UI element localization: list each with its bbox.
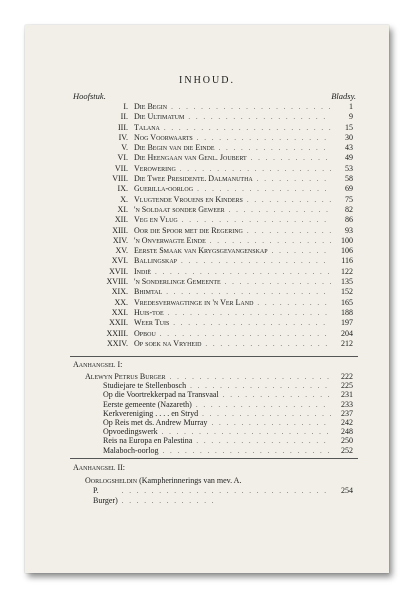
chapter-title: Die Twee Presidente. Dalmanutha bbox=[134, 174, 253, 184]
chapter-page: 86 bbox=[345, 215, 353, 225]
chapter-number: XX. bbox=[114, 297, 128, 307]
chapter-title: Talana bbox=[134, 122, 160, 132]
leader-dots bbox=[243, 195, 331, 205]
chapter-page: 152 bbox=[341, 287, 353, 297]
divider-rule bbox=[70, 458, 358, 459]
toc-row bbox=[73, 102, 353, 112]
chapter-page: 116 bbox=[341, 256, 353, 266]
chapter-number: XXII. bbox=[109, 318, 128, 328]
chapter-title: Veg en Vlug bbox=[134, 215, 178, 225]
chapter-page: 212 bbox=[341, 338, 353, 348]
chapter-number: XXIV. bbox=[107, 338, 128, 348]
toc-row bbox=[73, 184, 353, 194]
appendix-2-title-line2: P. Burger) bbox=[93, 486, 118, 505]
appendix-1-item-title: Studiejare te Stellenbosch bbox=[103, 381, 187, 391]
leader-dots bbox=[201, 339, 331, 349]
appendix-1-item-title: Opvoedingswerk bbox=[103, 427, 158, 437]
chapter-number: XXI. bbox=[111, 307, 128, 317]
toc-row bbox=[73, 153, 353, 163]
chapter-number: VIII. bbox=[112, 174, 128, 184]
appendix-1-item-title: Op die Voortrekkerpad na Transvaal bbox=[103, 390, 219, 400]
toc-row bbox=[73, 143, 353, 153]
toc-row bbox=[73, 205, 353, 215]
chapter-number: XXIII. bbox=[106, 328, 128, 338]
chapter-title: 'n Soldaat sonder Geweer bbox=[134, 204, 225, 214]
chapter-number: V. bbox=[121, 143, 128, 153]
chapter-number: XII. bbox=[114, 215, 128, 225]
toc-row bbox=[73, 329, 353, 339]
chapter-title: Verowering bbox=[134, 163, 176, 173]
toc-row bbox=[73, 298, 353, 308]
toc-row bbox=[73, 287, 353, 297]
leader-dots bbox=[253, 298, 331, 308]
leader-dots bbox=[221, 277, 331, 287]
chapter-number: XI. bbox=[117, 204, 128, 214]
appendix-1-item bbox=[85, 436, 353, 445]
chapter-title: Eerste Smaak van Krygsgevangenskap bbox=[134, 246, 268, 256]
appendix-1-item-title: Reis na Europa en Palestina bbox=[103, 436, 193, 446]
leader-dots bbox=[118, 486, 331, 506]
chapter-title: Opbou bbox=[134, 328, 156, 338]
chapter-title: Indië bbox=[134, 266, 151, 276]
leader-dots bbox=[159, 447, 331, 456]
leader-dots bbox=[198, 410, 331, 419]
toc-row bbox=[73, 164, 353, 174]
appendix-1-name: Alewyn Petrus Burger bbox=[85, 372, 166, 381]
leader-dots bbox=[192, 401, 331, 410]
chapter-number: I. bbox=[123, 102, 128, 111]
chapter-number: XIII. bbox=[112, 225, 128, 235]
chapter-page: 135 bbox=[341, 277, 353, 287]
chapter-number: XVIII. bbox=[106, 277, 128, 287]
leader-dots bbox=[169, 318, 331, 328]
appendix-1-item bbox=[85, 400, 353, 409]
chapter-page: 49 bbox=[345, 153, 353, 163]
toc-row bbox=[73, 277, 353, 287]
chapter-page: 30 bbox=[345, 132, 353, 142]
chapter-page: 93 bbox=[345, 225, 353, 235]
leader-dots bbox=[215, 143, 331, 153]
leader-dots bbox=[177, 256, 331, 266]
chapter-number: X. bbox=[120, 194, 128, 204]
chapter-page: 69 bbox=[345, 184, 353, 194]
chapter-title: Ballingskap bbox=[134, 256, 178, 266]
appendix-1-list bbox=[85, 372, 353, 455]
appendix-1-item bbox=[85, 381, 353, 390]
chapter-title: 'n Sonderlinge Gemeente bbox=[134, 277, 221, 287]
chapter-number: XIV. bbox=[112, 235, 128, 245]
toc-row bbox=[73, 267, 353, 277]
chapter-title: Weer Tuis bbox=[134, 318, 170, 328]
leader-dots bbox=[207, 419, 331, 428]
appendix-1-item bbox=[85, 418, 353, 427]
leader-dots bbox=[167, 102, 331, 112]
chapter-number: III. bbox=[118, 122, 128, 132]
chapter-title: Die Ultimatum bbox=[134, 112, 185, 122]
leader-dots bbox=[243, 226, 331, 236]
chapter-title: 'n Onverwagte Einde bbox=[134, 235, 206, 245]
chapter-page: 43 bbox=[345, 143, 353, 153]
chapter-page: 15 bbox=[345, 122, 353, 132]
chapter-page: 58 bbox=[345, 174, 353, 184]
leader-dots bbox=[166, 373, 331, 382]
appendix-2-heading: Aanhangsel II: bbox=[73, 463, 125, 472]
column-headers bbox=[73, 91, 356, 101]
appendix-1-item-title: Kerkvereniging . . . . en Stryd bbox=[103, 408, 199, 418]
toc-row bbox=[73, 226, 353, 236]
chapter-title: Huis-toe bbox=[134, 307, 164, 317]
appendix-1-item-page: 233 bbox=[341, 399, 353, 409]
leader-dots bbox=[193, 133, 331, 143]
chapter-number: XIX. bbox=[111, 287, 128, 297]
page-column-header: Bladsy. bbox=[331, 91, 356, 101]
chapter-page: 82 bbox=[345, 204, 353, 214]
chapter-title: Oor die Spoor met die Regering bbox=[134, 225, 243, 235]
leader-dots bbox=[219, 391, 331, 400]
chapter-page: 188 bbox=[341, 307, 353, 317]
chapter-title: Op soek na Vryheid bbox=[134, 338, 202, 348]
leader-dots bbox=[247, 153, 331, 163]
chapter-number: IX. bbox=[117, 184, 128, 194]
leader-dots bbox=[206, 236, 331, 246]
appendix-1-item bbox=[85, 390, 353, 399]
chapter-page: 9 bbox=[349, 112, 353, 122]
appendix-1-name-page: 222 bbox=[341, 372, 353, 381]
toc-row bbox=[73, 195, 353, 205]
chapter-page: 197 bbox=[341, 318, 353, 328]
chapter-column-header: Hoofstuk. bbox=[73, 91, 106, 101]
appendix-1-item-page: 237 bbox=[341, 408, 353, 418]
appendix-1-item bbox=[85, 446, 353, 455]
chapter-page: 75 bbox=[345, 194, 353, 204]
chapter-number: XV. bbox=[115, 246, 128, 256]
appendix-1-item-page: 248 bbox=[341, 427, 353, 437]
leader-dots bbox=[253, 174, 331, 184]
toc-row bbox=[73, 308, 353, 318]
appendix-1-item bbox=[85, 409, 353, 418]
toc-row bbox=[73, 174, 353, 184]
appendix-1-item bbox=[85, 427, 353, 436]
toc-row bbox=[73, 318, 353, 328]
appendix-1-item-title: Malaboch-oorlog bbox=[103, 445, 159, 455]
leader-dots bbox=[156, 329, 331, 339]
chapter-number: XVI. bbox=[111, 256, 128, 266]
toc-row bbox=[73, 123, 353, 133]
appendix-1-item-page: 225 bbox=[341, 381, 353, 391]
appendix-1-heading: Aanhangsel I: bbox=[73, 360, 123, 369]
chapter-page: 204 bbox=[341, 328, 353, 338]
chapter-title: Die Begin bbox=[134, 102, 168, 111]
toc-row bbox=[73, 215, 353, 225]
appendix-1-item-page: 252 bbox=[341, 445, 353, 455]
toc-row bbox=[73, 246, 353, 256]
chapter-number: IV. bbox=[118, 132, 128, 142]
chapter-page: 1 bbox=[349, 102, 353, 111]
appendix-1-item-page: 250 bbox=[341, 436, 353, 446]
chapter-title: Bhimtal bbox=[134, 287, 163, 297]
appendix-2-page: 254 bbox=[341, 486, 353, 495]
leader-dots bbox=[160, 123, 331, 133]
toc-row bbox=[73, 256, 353, 266]
leader-dots bbox=[193, 184, 331, 194]
page-title: INHOUD. bbox=[179, 75, 235, 86]
chapter-page: 165 bbox=[341, 297, 353, 307]
appendix-2-title-rest: (Kampherinnerings van mev. A. bbox=[137, 476, 242, 485]
leader-dots bbox=[162, 287, 331, 297]
chapter-title: Guerilla-oorlog bbox=[134, 184, 194, 194]
appendix-1-item-title: Op Reis met ds. Andrew Murray bbox=[103, 417, 208, 427]
chapter-number: II. bbox=[120, 112, 128, 122]
chapter-title: Vredesverwagtinge in 'n Ver Land bbox=[134, 297, 254, 307]
leader-dots bbox=[178, 215, 331, 225]
appendix-1-item-page: 242 bbox=[341, 417, 353, 427]
chapter-number: VII. bbox=[114, 163, 128, 173]
chapter-page: 106 bbox=[341, 246, 353, 256]
chapter-title: Vlugtende Vrouens en Kinders bbox=[134, 194, 243, 204]
appendix-1-item-title: Eerste gemeente (Nazareth) bbox=[103, 399, 192, 409]
divider-rule bbox=[70, 356, 358, 357]
toc-row bbox=[73, 236, 353, 246]
leader-dots bbox=[164, 308, 331, 318]
table-of-contents bbox=[73, 102, 353, 349]
toc-row bbox=[73, 133, 353, 143]
chapter-page: 122 bbox=[341, 266, 353, 276]
toc-row bbox=[73, 112, 353, 122]
chapter-title: Nog Voorwaarts bbox=[134, 132, 193, 142]
leader-dots bbox=[151, 267, 331, 277]
leader-dots bbox=[225, 205, 331, 215]
chapter-page: 100 bbox=[341, 235, 353, 245]
leader-dots bbox=[184, 112, 331, 122]
chapter-title: Die Heengaan van Genl. Joubert bbox=[134, 153, 247, 163]
appendix-2-title-caps: Oorlogsheldin bbox=[85, 476, 138, 485]
book-page bbox=[25, 25, 389, 573]
leader-dots bbox=[268, 246, 331, 256]
leader-dots bbox=[192, 437, 331, 446]
appendix-1-name-row bbox=[85, 372, 353, 381]
chapter-number: VI. bbox=[117, 153, 128, 163]
chapter-title: Die Begin van die Einde bbox=[134, 143, 215, 153]
appendix-2-entry bbox=[85, 476, 353, 506]
leader-dots bbox=[176, 164, 331, 174]
appendix-1-item-page: 231 bbox=[341, 390, 353, 400]
chapter-page: 53 bbox=[345, 163, 353, 173]
toc-row bbox=[73, 339, 353, 349]
chapter-number: XVII. bbox=[109, 266, 128, 276]
